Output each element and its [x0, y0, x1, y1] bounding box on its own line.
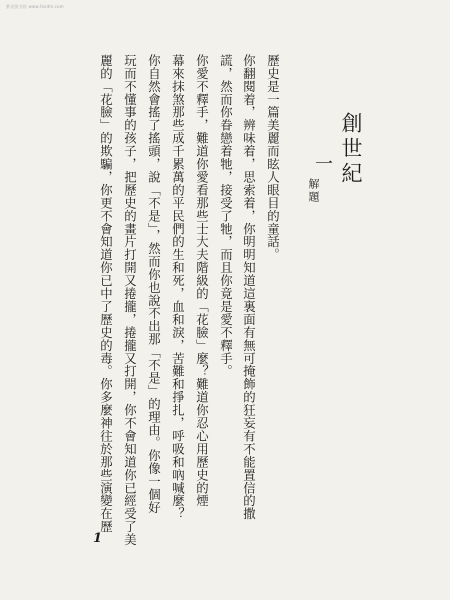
page-title: 創世紀 — [339, 112, 363, 187]
section-number: 一 — [312, 154, 333, 172]
text-column-5: 幕來抹煞那些成千累萬的平民們的生和死，血和淚，苦難和掙扎，呼吸和吶喊麼？ — [170, 54, 186, 521]
text-column-3: 謊，然而你眷戀着牠，接受了牠，而且你竟是愛不釋手。 — [218, 54, 234, 378]
watermark: 紫光图书馆 www.fxsdm.com — [6, 4, 64, 9]
text-column-2: 你翻閱着，辨味着，思索着，你明明知道這裏面有無可掩飾的狂妄有不能置信的撒 — [241, 54, 257, 521]
text-column-4: 你愛不釋手，難道你愛看那些士大夫階級的「花臉」麼？難道你忍心用歷史的煙 — [194, 54, 210, 508]
text-column-6: 你自然會搖了搖頭，說「不是」，然而你也說不出那「不是」的理由。你像一個好 — [146, 54, 162, 514]
page-number: 1 — [93, 531, 103, 546]
section-title: 解題 — [307, 178, 320, 204]
text-column-1: 歷史是一篇美麗而眩人眼目的童話。 — [265, 54, 281, 262]
text-column-8: 麗的「花臉」的欺騙，你更不會知道你已中了歷史的毒。你多麼神往於那些演變在歷 — [98, 54, 114, 534]
text-column-7: 玩而不懂事的孩子，把歷史的畫片打開又捲攏，捲攏又打開，你不會知道你已經受了美 — [122, 54, 138, 547]
